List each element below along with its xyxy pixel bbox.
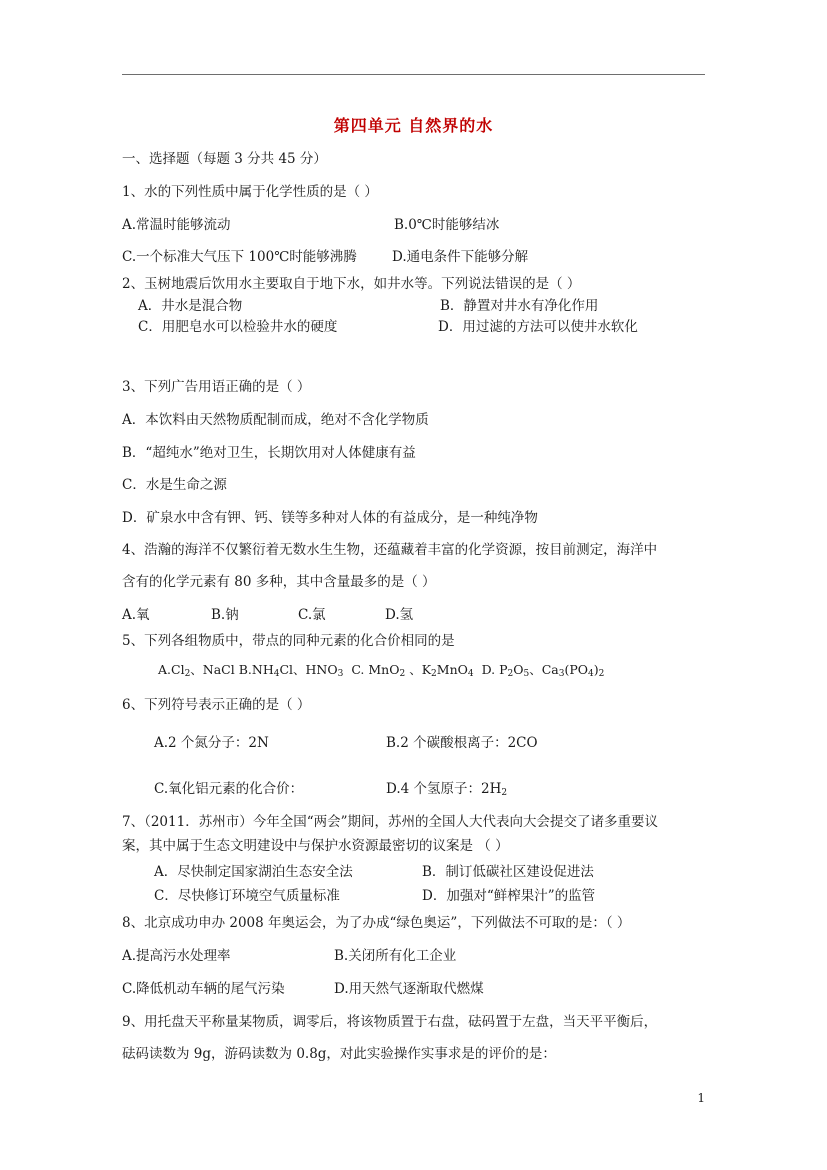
q1-option-a: A.常温时能够流动 [122,217,231,233]
q7-option-c: C．尽快修订环境空气质量标准 [154,888,340,904]
section-heading: 一、选择题（每题 3 分共 45 分） [122,151,327,167]
q5-option-a: $A.Cl_2$、NaCl [158,662,235,679]
q1-option-c: C.一个标准大气压下 100℃时能够沸腾 [122,249,357,265]
q7-option-b: B．制订低碳社区建设促进法 [422,864,594,880]
q2-option-a: A．井水是混合物 [138,298,243,314]
q6-option-a: A.2 个氮分子：2N [154,735,269,751]
q5-stem: 5、下列各组物质中，带点的同种元素的化合价相同的是 [122,633,455,649]
q3-option-d: D．矿泉水中含有钾、钙、镁等多种对人体的有益成分，是一种纯净物 [122,510,538,526]
page-title: 第四单元 自然界的水 [333,116,494,135]
q4-option-c: C.氯 [298,607,326,623]
q8-option-b: B.关闭所有化工企业 [334,948,457,964]
q1-option-b: B.0℃时能够结冰 [394,217,500,233]
q1-stem: 1、水的下列性质中属于化学性质的是（ ） [122,184,378,200]
q1-option-d: D.通电条件下能够分解 [392,249,529,265]
q3-option-a: A．本饮料由天然物质配制而成，绝对不含化学物质 [122,412,429,428]
q9-stem-line2: 砝码读数为 9g，游码读数为 0.8g，对此实验操作实事求是的评价的是： [122,1046,556,1062]
q8-option-d: D.用天然气逐渐取代燃煤 [334,981,484,997]
q2-option-d: D．用过滤的方法可以使井水软化 [438,319,638,335]
q2-option-c: C．用肥皂水可以检验井水的硬度 [138,319,338,335]
q7-stem-line2: 案，其中属于生态文明建设中与保护水资源最密切的议案是 （ ） [122,838,509,854]
q5-option-b: $B.NH_4Cl$、$HNO_3$ [238,662,344,679]
q3-option-b: B．“超纯水”绝对卫生，长期饮用对人体健康有益 [122,445,416,461]
q6-option-c: C.氧化铝元素的化合价： [154,781,304,797]
q2-option-b: B．静置对井水有净化作用 [440,298,599,314]
q4-option-a: A.氧 [122,607,150,623]
q7-stem-line1: 7、（2011．苏州市）今年全国“两会”期间，苏州的全国人大代表向大会提交了诸多重要议 [122,814,658,830]
q8-stem: 8、北京成功申办 2008 年奥运会，为了办成“绿色奥运”，下列做法不可取的是：（ ） [122,915,631,931]
q5-options [158,661,604,683]
page-number: 1 [697,1091,705,1105]
q3-option-c: C．水是生命之源 [122,477,227,493]
q5-option-d: D. $P_2O_5$、$Ca_3(PO_4)_2$ [481,662,605,679]
q8-option-c: C.降低机动车辆的尾气污染 [122,981,285,997]
header-rule [122,74,705,75]
q6-option-d: D.4 个氢原子：$2H_2$ [386,781,508,798]
q2-stem: 2、玉树地震后饮用水主要取自于地下水，如井水等。下列说法错误的是（ ） [122,276,581,292]
q4-option-d: D.氢 [385,607,414,623]
q4-stem-line1: 4、浩瀚的海洋不仅繁衍着无数水生生物，还蕴藏着丰富的化学资源，按目前测定，海洋中 [122,542,658,558]
q7-option-a: A．尽快制定国家湖泊生态安全法 [154,864,353,880]
q4-option-b: B.钠 [211,607,239,623]
q4-stem-line2: 含有的化学元素有 80 多种，其中含量最多的是（ ） [122,574,436,590]
q3-stem: 3、下列广告用语正确的是（ ） [122,379,311,395]
q6-option-b: B.2 个碳酸根离子：2CO [386,735,538,751]
q6-stem: 6、下列符号表示正确的是（ ） [122,697,311,713]
q8-option-a: A.提高污水处理率 [122,948,231,964]
q7-option-d: D．加强对“鲜榨果汁”的监管 [422,888,596,904]
q5-option-c: C. MnO$_2$ 、$K_2MnO_4$ [351,662,474,679]
q9-stem-line1: 9、用托盘天平称量某物质，调零后，将该物质置于右盘，砝码置于左盘，当天平平衡后， [122,1014,658,1030]
